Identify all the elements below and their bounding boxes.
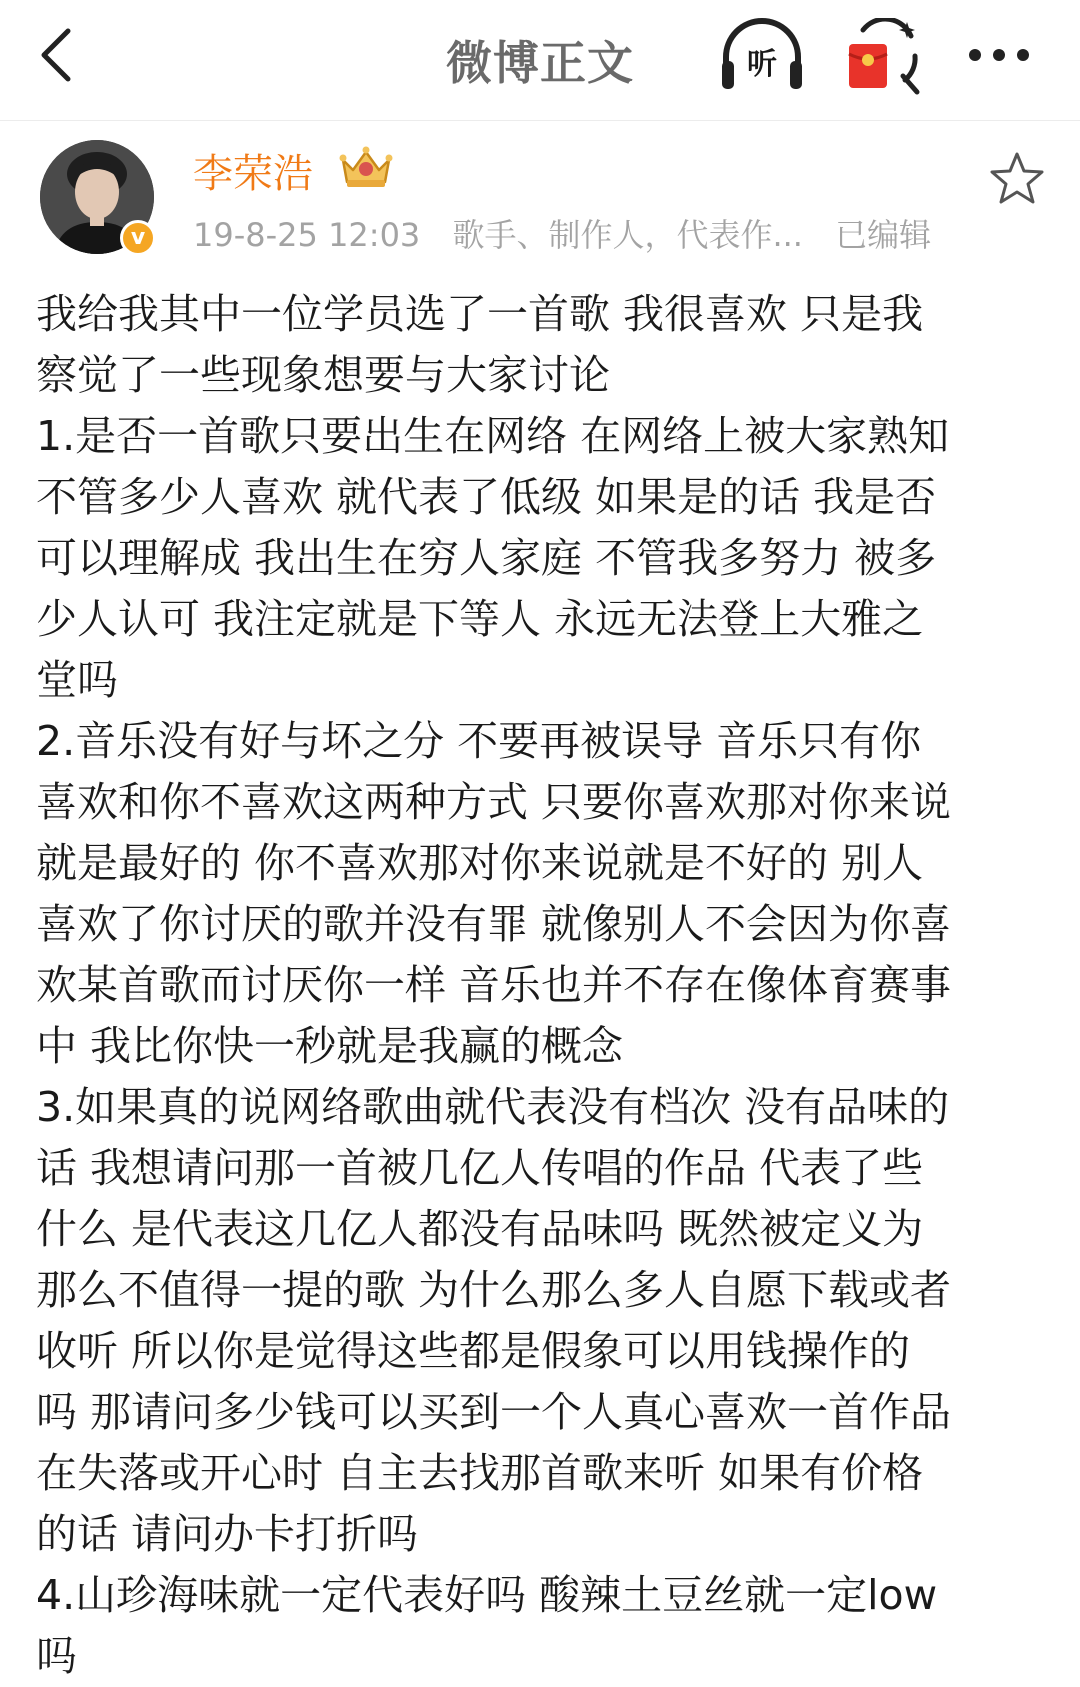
red-packet-button[interactable]: [845, 18, 925, 98]
verified-badge: v: [120, 220, 156, 256]
post-text-line: 我给我其中一位学员选了一首歌 我很喜欢 只是我: [36, 290, 924, 338]
post-text-line: 吗 那请问多少钱可以买到一个人真心喜欢一首作品: [36, 1388, 952, 1436]
post-text-line: 3.如果真的说网络歌曲就代表没有档次 没有品味的: [36, 1083, 950, 1131]
post-text-line: 1.是否一首歌只要出生在网络 在网络上被大家熟知: [36, 412, 950, 460]
post-meta: [193, 210, 953, 256]
listen-button[interactable]: [718, 15, 806, 95]
post-timestamp: 19-8-25 12:03: [193, 216, 421, 254]
post-text-line: 察觉了一些现象想要与大家讨论: [36, 351, 610, 399]
post-text-line: 吗: [36, 1632, 77, 1680]
crown-badge-icon: [337, 144, 395, 190]
post-text-line: 的话 请问办卡打折吗: [36, 1510, 419, 1558]
post-text-line: 2.音乐没有好与坏之分 不要再被误导 音乐只有你: [36, 717, 922, 765]
star-outline-icon: [988, 150, 1046, 208]
post-text-line: 喜欢和你不喜欢这两种方式 只要你喜欢那对你来说: [36, 778, 952, 826]
post-text-line: 堂吗: [36, 656, 118, 704]
post-text-line: 4.山珍海味就一定代表好吗 酸辣土豆丝就一定low: [36, 1571, 938, 1619]
top-nav-bar: [0, 0, 1080, 121]
author-avatar[interactable]: [40, 140, 154, 254]
favorite-button[interactable]: [988, 150, 1046, 208]
red-packet-icon: [845, 18, 925, 98]
post-text-line: 什么 是代表这几亿人都没有品味吗 既然被定义为: [36, 1205, 924, 1253]
page-title: 微博正文: [446, 36, 634, 90]
post-text-line: 中 我比你快一秒就是我赢的概念: [36, 1022, 624, 1070]
listen-label: 听: [747, 47, 777, 82]
more-dots-icon: [963, 30, 1043, 80]
post-text-line: 欢某首歌而讨厌你一样 音乐也并不存在像体育赛事: [36, 961, 952, 1009]
post-text-line: 那么不值得一提的歌 为什么那么多人自愿下载或者: [36, 1266, 952, 1314]
post-text-line: 就是最好的 你不喜欢那对你来说就是不好的 别人: [36, 839, 924, 887]
post-text-line: 不管多少人喜欢 就代表了低级 如果是的话 我是否: [36, 473, 937, 521]
post-text-line: 在失落或开心时 自主去找那首歌来听 如果有价格: [36, 1449, 924, 1497]
edited-label: 已编辑: [835, 216, 932, 254]
post-text-line: 可以理解成 我出生在穷人家庭 不管我多努力 被多: [36, 534, 937, 582]
post-text-line: 少人认可 我注定就是下等人 永远无法登上大雅之: [36, 595, 924, 643]
post-text-line: 喜欢了你讨厌的歌并没有罪 就像别人不会因为你喜: [36, 900, 952, 948]
post-text-line: 收听 所以你是觉得这些都是假象可以用钱操作的: [36, 1327, 911, 1375]
post-content: [36, 284, 1046, 1687]
author-bio: 歌手、制作人，代表作...: [452, 216, 803, 254]
author-name[interactable]: 李荣浩: [193, 151, 313, 197]
post-text-line: 话 我想请问那一首被几亿人传唱的作品 代表了些: [36, 1144, 924, 1192]
more-button[interactable]: [963, 30, 1043, 80]
